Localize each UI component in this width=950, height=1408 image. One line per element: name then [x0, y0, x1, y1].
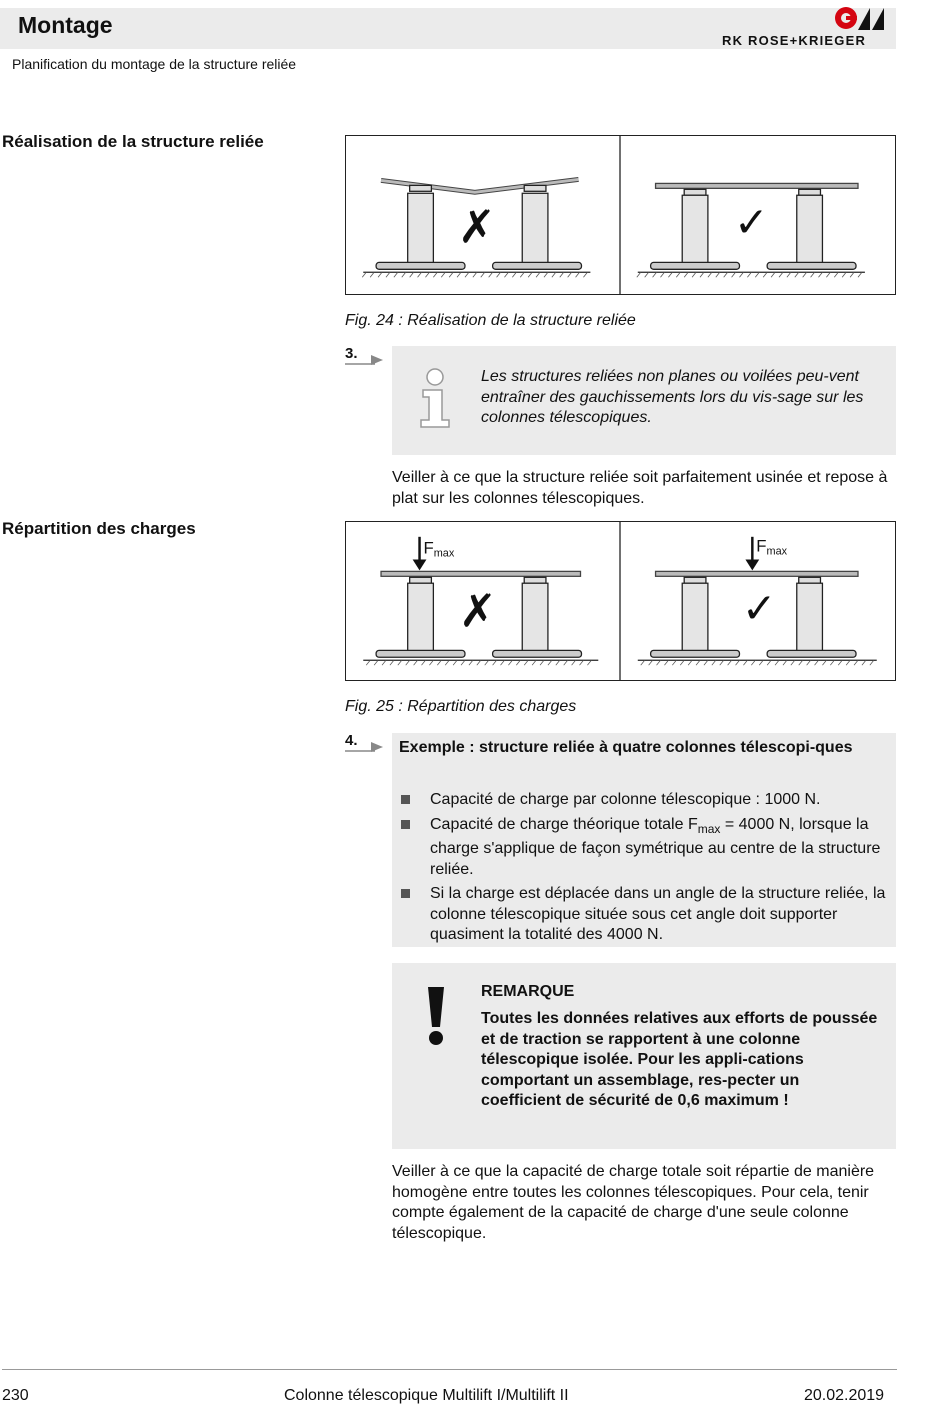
- force-label-left: [423, 539, 454, 560]
- rk-logo-icon: [834, 6, 896, 30]
- bullet-square-icon: [401, 795, 410, 804]
- step-arrow-icon: [345, 736, 385, 752]
- force-symbol: F: [756, 536, 767, 556]
- example-title: Exemple : structure reliée à quatre colonnes télescopi-ques: [399, 739, 853, 756]
- figure-25: [345, 521, 896, 681]
- figure-24: [345, 135, 896, 295]
- document-title: Colonne télescopique Multilift I/Multilift II: [284, 1387, 569, 1404]
- page-number: 230: [2, 1387, 29, 1404]
- info-icon: [418, 368, 452, 428]
- section-heading-structure: Réalisation de la structure reliée: [2, 132, 264, 151]
- step-number: 3.: [345, 345, 358, 362]
- correct-mark-icon: ✓: [733, 198, 769, 247]
- step-number: 4.: [345, 732, 358, 749]
- figure-25-drawing: [346, 522, 895, 680]
- document-date: 20.02.2019: [804, 1387, 885, 1404]
- bullet-square-icon: [401, 889, 410, 898]
- figure-24-caption: Fig. 24 : Réalisation de la structure reliée: [345, 312, 636, 329]
- instruction-flat: Veiller à ce que la structure reliée soit parfaitement usinée et repose à plat sur les colonnes télescopiques.: [392, 469, 888, 507]
- brand-name: RK ROSE+KRIEGER: [722, 33, 867, 48]
- force-subscript: max: [433, 547, 455, 560]
- footer-divider: [2, 1369, 897, 1370]
- note-box: [392, 963, 896, 1149]
- info-box: [392, 346, 896, 455]
- figure-25-caption: Fig. 25 : Répartition des charges: [345, 698, 577, 715]
- force-symbol: F: [423, 538, 434, 558]
- wrong-mark-icon: ✗: [457, 200, 496, 254]
- page-title: Montage: [18, 12, 113, 38]
- wrong-mark-icon: ✗: [458, 584, 497, 638]
- step-arrow-icon: [345, 349, 385, 365]
- step-3-marker: [345, 345, 385, 365]
- info-text: Les structures reliées non planes ou voilées peu-vent entraîner des gauchissements lors du vis-sage sur les colonnes télescopiques.: [481, 368, 864, 426]
- example-list: [400, 790, 890, 950]
- note-text: Toutes les données relatives aux efforts de poussée et de traction se rapportent à une colonne télescopique isolée. Pour les appli-cations comportant un assemblage, res-pecter un coefficient de sécurité de 0,6 maximum !: [481, 1010, 878, 1109]
- example-box: [392, 733, 896, 947]
- step-4-marker: [345, 732, 385, 752]
- list-item: Capacité de charge par colonne télescopique : 1000 N.: [400, 790, 890, 811]
- correct-mark-icon: ✓: [741, 584, 777, 633]
- section-heading-load: Répartition des charges: [2, 519, 196, 538]
- list-item: Capacité de charge théorique totale $F_{max} = 4000$ N, lorsque la charge s'applique de façon symétrique au centre de la structure reliée.: [400, 815, 890, 881]
- bullet-square-icon: [401, 820, 410, 829]
- page-subtitle: Planification du montage de la structure reliée: [12, 56, 297, 72]
- list-item: Si la charge est déplacée dans un angle de la structure reliée, la colonne télescopique située sous cet angle doit supporter quasiment la totalité des 4000 N.: [400, 884, 890, 946]
- note-title: REMARQUE: [481, 983, 575, 1000]
- closing-paragraph: Veiller à ce que la capacité de charge totale soit répartie de manière homogène entre toutes les colonnes télescopiques. Pour cela, tenir compte également de la capacité de charge d'une seule colonne télescopique.: [392, 1163, 875, 1242]
- exclamation-icon: [425, 987, 447, 1047]
- force-label-right: [756, 537, 787, 558]
- figure-24-drawing: [346, 136, 895, 294]
- force-subscript: max: [766, 545, 788, 558]
- brand-logo: [720, 6, 896, 50]
